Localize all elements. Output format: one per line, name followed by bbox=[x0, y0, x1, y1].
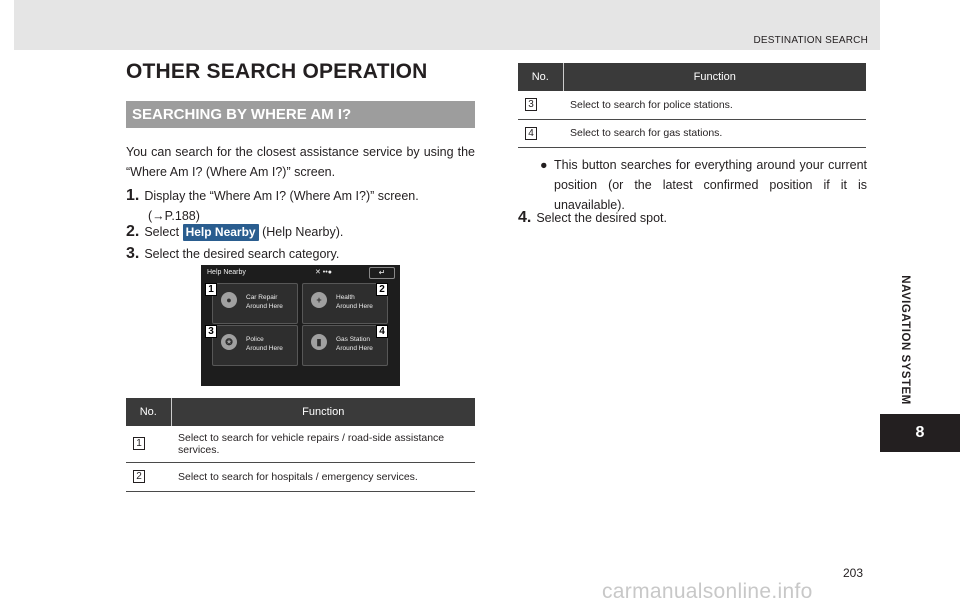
function-table-left bbox=[126, 398, 475, 492]
table-row: 3 Select to search for police stations. bbox=[518, 91, 866, 119]
col-header-function: Function bbox=[563, 63, 866, 91]
step-1: 1. Display the “Where Am I? (Where Am I?)” screen. (→P.188) bbox=[126, 187, 419, 223]
tile-health[interactable]: + Health Around Here bbox=[302, 283, 388, 324]
section-title: SEARCHING BY WHERE AM I? bbox=[126, 101, 475, 128]
health-icon: + bbox=[311, 292, 327, 308]
tile-police[interactable]: ✪ Police Around Here bbox=[212, 325, 298, 366]
gas-station-icon: ▮ bbox=[311, 334, 327, 350]
help-nearby-button[interactable]: Help Nearby bbox=[183, 224, 259, 241]
table-row: 4 Select to search for gas stations. bbox=[518, 119, 866, 147]
step-2: 2. Select Help Nearby (Help Nearby). bbox=[126, 223, 344, 240]
table-row: 2 Select to search for hospitals / emergency services. bbox=[126, 462, 475, 491]
step-4: 4. Select the desired spot. bbox=[518, 209, 667, 226]
intro-text: You can search for the closest assistance service by using the “Where Am I? (Where Am I?)” screen. bbox=[126, 145, 475, 179]
page-title: OTHER SEARCH OPERATION bbox=[126, 60, 428, 83]
callout-4: 4 bbox=[376, 325, 388, 338]
car-repair-icon: ● bbox=[221, 292, 237, 308]
back-icon[interactable]: ↵ bbox=[369, 267, 395, 279]
watermark: carmanualsonline.info bbox=[602, 580, 813, 603]
function-table-right bbox=[518, 63, 866, 148]
help-nearby-screen bbox=[201, 265, 400, 386]
section-header: DESTINATION SEARCH bbox=[753, 35, 868, 46]
police-icon: ✪ bbox=[221, 334, 237, 350]
step-3: 3. Select the desired search category. bbox=[126, 245, 340, 262]
status-icons: ✕ ••● bbox=[315, 269, 332, 276]
callout-2: 2 bbox=[376, 283, 388, 296]
tile-gas-station[interactable]: ▮ Gas Station Around Here bbox=[302, 325, 388, 366]
callout-1: 1 bbox=[205, 283, 217, 296]
col-header-no: No. bbox=[518, 63, 563, 91]
note-bullet: ● This button searches for everything around your current position (or the latest confirmed position if it is unavailable). bbox=[540, 158, 867, 212]
tile-car-repair[interactable]: ● Car Repair Around Here bbox=[212, 283, 298, 324]
page-number: 203 bbox=[843, 566, 864, 580]
col-header-function: Function bbox=[171, 398, 475, 426]
col-header-no: No. bbox=[126, 398, 171, 426]
screen-title: Help Nearby bbox=[207, 269, 246, 276]
callout-3: 3 bbox=[205, 325, 217, 338]
header-bar bbox=[14, 0, 880, 50]
table-row: 1 Select to search for vehicle repairs / road-side assistance services. bbox=[126, 426, 475, 462]
chapter-side-label: NAVIGATION SYSTEM bbox=[899, 275, 911, 405]
chapter-number: 8 bbox=[880, 414, 960, 452]
